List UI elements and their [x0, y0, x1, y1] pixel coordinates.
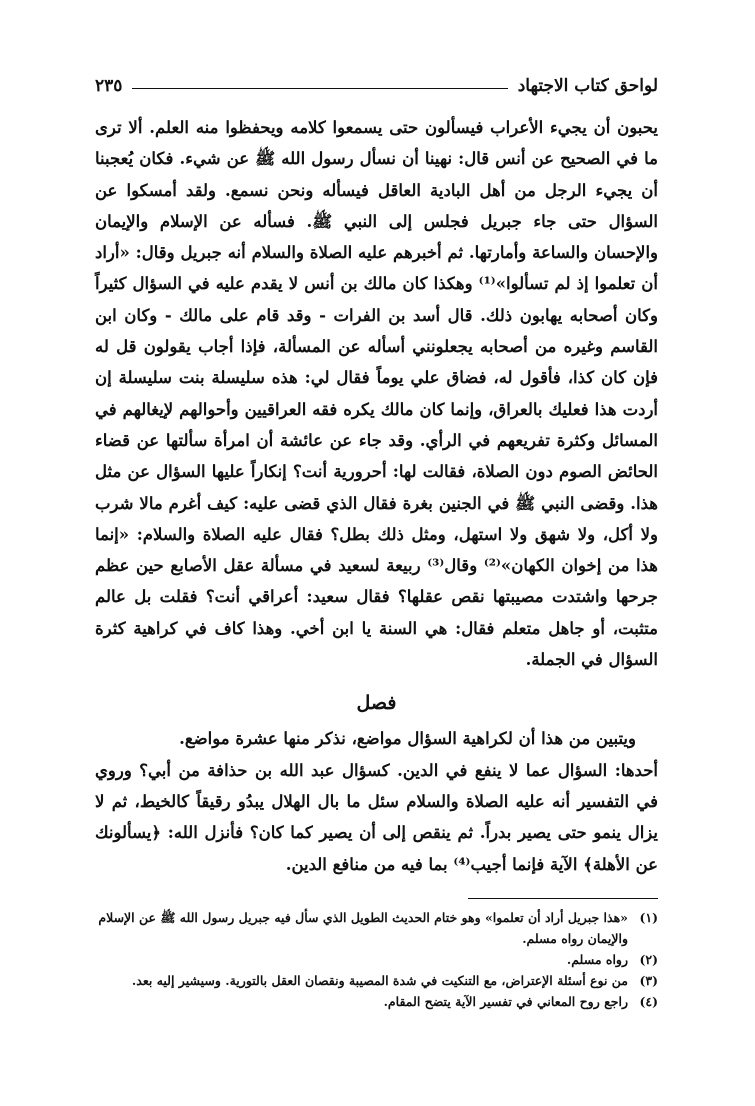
footnote [95, 907, 658, 949]
footnote [95, 970, 658, 991]
footnote-number: (٢) [639, 951, 658, 967]
footnote-number: (٤) [639, 993, 658, 1009]
header-rule [132, 88, 507, 89]
footnote-text: من نوع أسئلة الإعتراض، مع التنكيت في شدة المصيبة ونقصان العقل بالتورية. وسيشير إليه بعد. [131, 972, 628, 988]
book-page [95, 62, 658, 1012]
running-title: لواحق كتاب الاجتهاد [517, 76, 658, 96]
footnote [95, 991, 658, 1012]
page-header [95, 62, 658, 96]
page-number: ٢٣٥ [95, 76, 123, 96]
footnote-text: «هذا جبريل أراد أن تعلموا» وهو ختام الحديث الطويل الذي سأل فيه جبريل رسول الله ﷺ عن الإسلام والإيمان رواه مسلم. [98, 909, 628, 946]
paragraph-2: ويتبين من هذا أن لكراهية السؤال مواضع، نذكر منها عشرة مواضع. [179, 729, 636, 749]
footnote-divider [468, 898, 658, 899]
body-text [95, 112, 658, 880]
footnotes [95, 907, 658, 1012]
footnote-text: راجع روح المعاني في تفسير الآية يتضح المقام. [383, 993, 628, 1009]
section-heading: فصل [356, 692, 397, 715]
paragraph-3: أحدها: السؤال عما لا ينفع في الدين. كسؤال عبد الله بن حذافة من أبي؟ وروي في التفسير أنه عليه الصلاة والسلام سئل ما بال الهلال يبدُو رقيقاً كالخيط، ثم لا يزال ينمو حتى يصير بدراً. ثم ينقص إلى أن يصير كما كان؟ فأنزل الله: ﴿يسألونك عن الأهلة﴾ الآية فإنما أجيب⁽⁴⁾ بما فيه من منافع الدين. [95, 760, 658, 874]
footnote-text: رواه مسلم. [566, 951, 628, 967]
footnote [95, 949, 658, 970]
footnote-number: (٣) [639, 972, 658, 988]
footnote-number: (١) [639, 909, 658, 925]
paragraph-1: يحبون أن يجيء الأعراب فيسألون حتى يسمعوا كلامه ويحفظوا منه العلم. ألا ترى ما في الصحيح عن أنس قال: نهينا أن نسأل رسول الله ﷺ عن شيء. فكان يُعجبنا أن يجيء الرجل من أهل البادية العاقل فيسأله ونحن نسمع. ولقد أمسكوا عن السؤال حتى جاء جبريل فجلس إلى النبي ﷺ. فسأله عن الإسلام والإيمان والإحسان والساعة وأمارتها. ثم أخبرهم عليه الصلاة والسلام أنه جبريل وقال: «أراد أن تعلموا إذ لم تسألوا»⁽¹⁾ وهكذا كان مالك بن أنس لا يقدم عليه في السؤال كثيراً وكان أصحابه يهابون ذلك. قال أسد بن الفرات - وقد قام على مالك - وكان ابن القاسم وغيره من أصحابه يجعلونني أسأله عن المسألة، فإذا أجاب يقولون قل له فإن كان كذا، فأقول له، فضاق علي يوماً فقال لي: هذه سليسلة بنت سليسلة إن أردت هذا فعليك بالعراق، وإنما كان مالك يكره فقه العراقيين وأحوالهم لإيغالهم في المسائل وكثرة تفريعهم في الرأي. وقد جاء عن عائشة أن امرأة سألتها عن قضاء الحائض الصوم دون الصلاة، فقالت لها: أحرورية أنت؟ إنكاراً عليها السؤال عن مثل هذا. وقضى النبي ﷺ في الجنين بغرة فقال الذي قضى عليه: كيف أغرم مالا شرب ولا أكل، ولا شهق ولا استهل، ومثل ذلك بطل؟ فقال عليه الصلاة والسلام: «إنما هذا من إخوان الكهان»⁽²⁾ وقال⁽³⁾ ربيعة لسعيد في مسألة عقل الأصابع حين عظم جرحها واشتدت مصيبتها نقص عقلها؟ فقال سعيد: أعراقي أنت؟ فقلت بل عالم متثبت، أو جاهل متعلم فقال: هي السنة يا ابن أخي. وهذا كاف في كراهية كثرة السؤال في الجملة. [95, 118, 658, 670]
